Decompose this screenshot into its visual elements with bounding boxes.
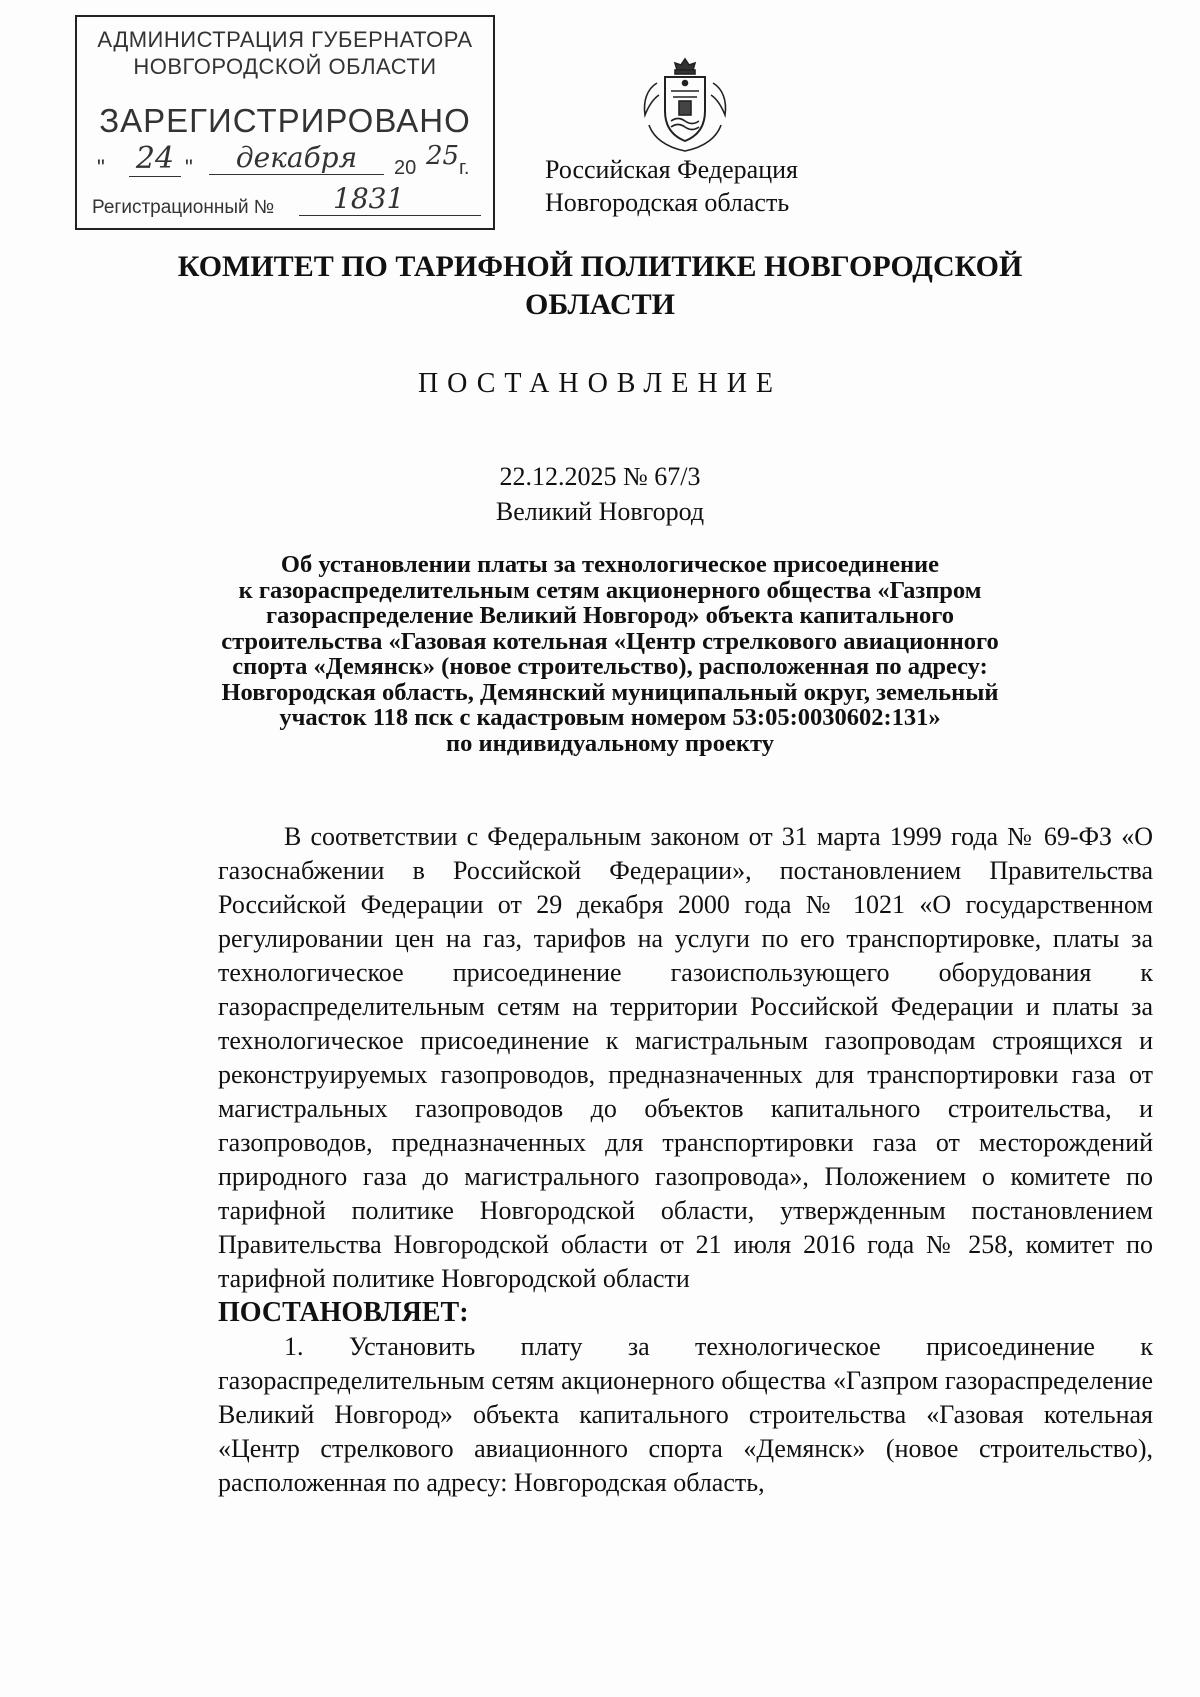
committee-name	[0, 248, 1200, 324]
preamble-paragraph: В соответствии с Федеральным законом от 31 марта 1999 года № 69-ФЗ «О газоснабжении в Российской Федерации», постановлением Правительства Российской Федерации от 29 декабря 2000 года № 1021 «О государственном регулировании цен на газ, тарифов на услуги по его транспортировке, платы за технологическое присоединение газоиспользующего оборудования к газораспределительным сетям на территории Российской Федерации и платы за технологическое присоединение к магистральным газопроводам строящихся и реконструируемых газопроводов, предназначенных для транспортировки газа от магистральных газопроводов до объектов капитального строительства, и газопроводов, предназначенных для транспортировки газа от месторождений природного газа до магистрального газопровода», Положением о комитете по тарифной политике Новгородской области, утвержденным постановлением Правительства Новгородской области от 21 июля 2016 года № 258, комитет по тарифной политике Новгородской области	[218, 822, 1153, 1293]
stamp-line-region: НОВГОРОДСКОЙ ОБЛАСТИ	[133, 54, 437, 79]
coat-of-arms-icon	[635, 55, 735, 155]
title-line: участок 118 пск с кадастровым номером 53:05:0030602:131»	[279, 704, 941, 731]
document-title	[180, 552, 1040, 756]
country-name: Российская Федерация	[545, 155, 798, 184]
title-line: газораспределение Великий Новгород» объекта капитального	[265, 602, 955, 629]
stamp-year-handwritten: 25	[426, 141, 460, 171]
committee-name-line: КОМИТЕТ ПО ТАРИФНОЙ ПОЛИТИКЕ НОВГОРОДСКОЙ	[177, 250, 1023, 283]
title-line: спорта «Демянск» (новое строительство), расположенная по адресу:	[232, 653, 988, 680]
stamp-month: декабря	[209, 141, 384, 175]
stamp-reg-number: 1831	[299, 182, 481, 216]
stamp-reg-label: Регистрационный №	[92, 197, 275, 218]
document-date-number: 22.12.2025 № 67/3	[499, 462, 701, 491]
stamp-line-administration: АДМИНИСТРАЦИЯ ГУБЕРНАТОРА	[97, 27, 473, 52]
document-body	[218, 820, 1153, 1500]
stamp-day-close-quote: "	[185, 155, 193, 180]
stamp-year-suffix: г.	[459, 157, 470, 179]
document-city: Великий Новгород	[495, 497, 705, 526]
stamp-year-prefix: 20	[394, 157, 417, 179]
region-name: Новгородская область	[545, 188, 790, 217]
stamp-day: 24	[129, 141, 181, 177]
title-line: строительства «Газовая котельная «Центр стрелкового авиационного	[221, 627, 999, 655]
document-type: ПОСТАНОВЛЕНИЕ	[417, 368, 783, 399]
committee-name-line: ОБЛАСТИ	[525, 288, 675, 321]
stamp-registered: ЗАРЕГИСТРИРОВАНО	[99, 102, 471, 139]
title-line: к газораспределительным сетям акционерного общества «Газпром	[238, 576, 982, 604]
title-line: Об установлении платы за технологическое присоединение	[280, 551, 940, 578]
title-line: по индивидуальному проекту	[446, 729, 774, 757]
stamp-day-open-quote: "	[97, 155, 105, 180]
registration-stamp	[75, 15, 495, 230]
clause-1-paragraph: 1. Установить плату за технологическое присоединение к газораспределительным сетям акционерного общества «Газпром газораспределение Великий Новгород» объекта капитального строительства «Газовая котельная «Центр стрелкового авиационного спорта «Демянск» (новое строительство), расположенная по адресу: Новгородская область,	[218, 1332, 1153, 1497]
title-line: Новгородская область, Демянский муниципальный округ, земельный	[221, 678, 999, 706]
resolves-heading: ПОСТАНОВЛЯЕТ:	[218, 1297, 469, 1328]
